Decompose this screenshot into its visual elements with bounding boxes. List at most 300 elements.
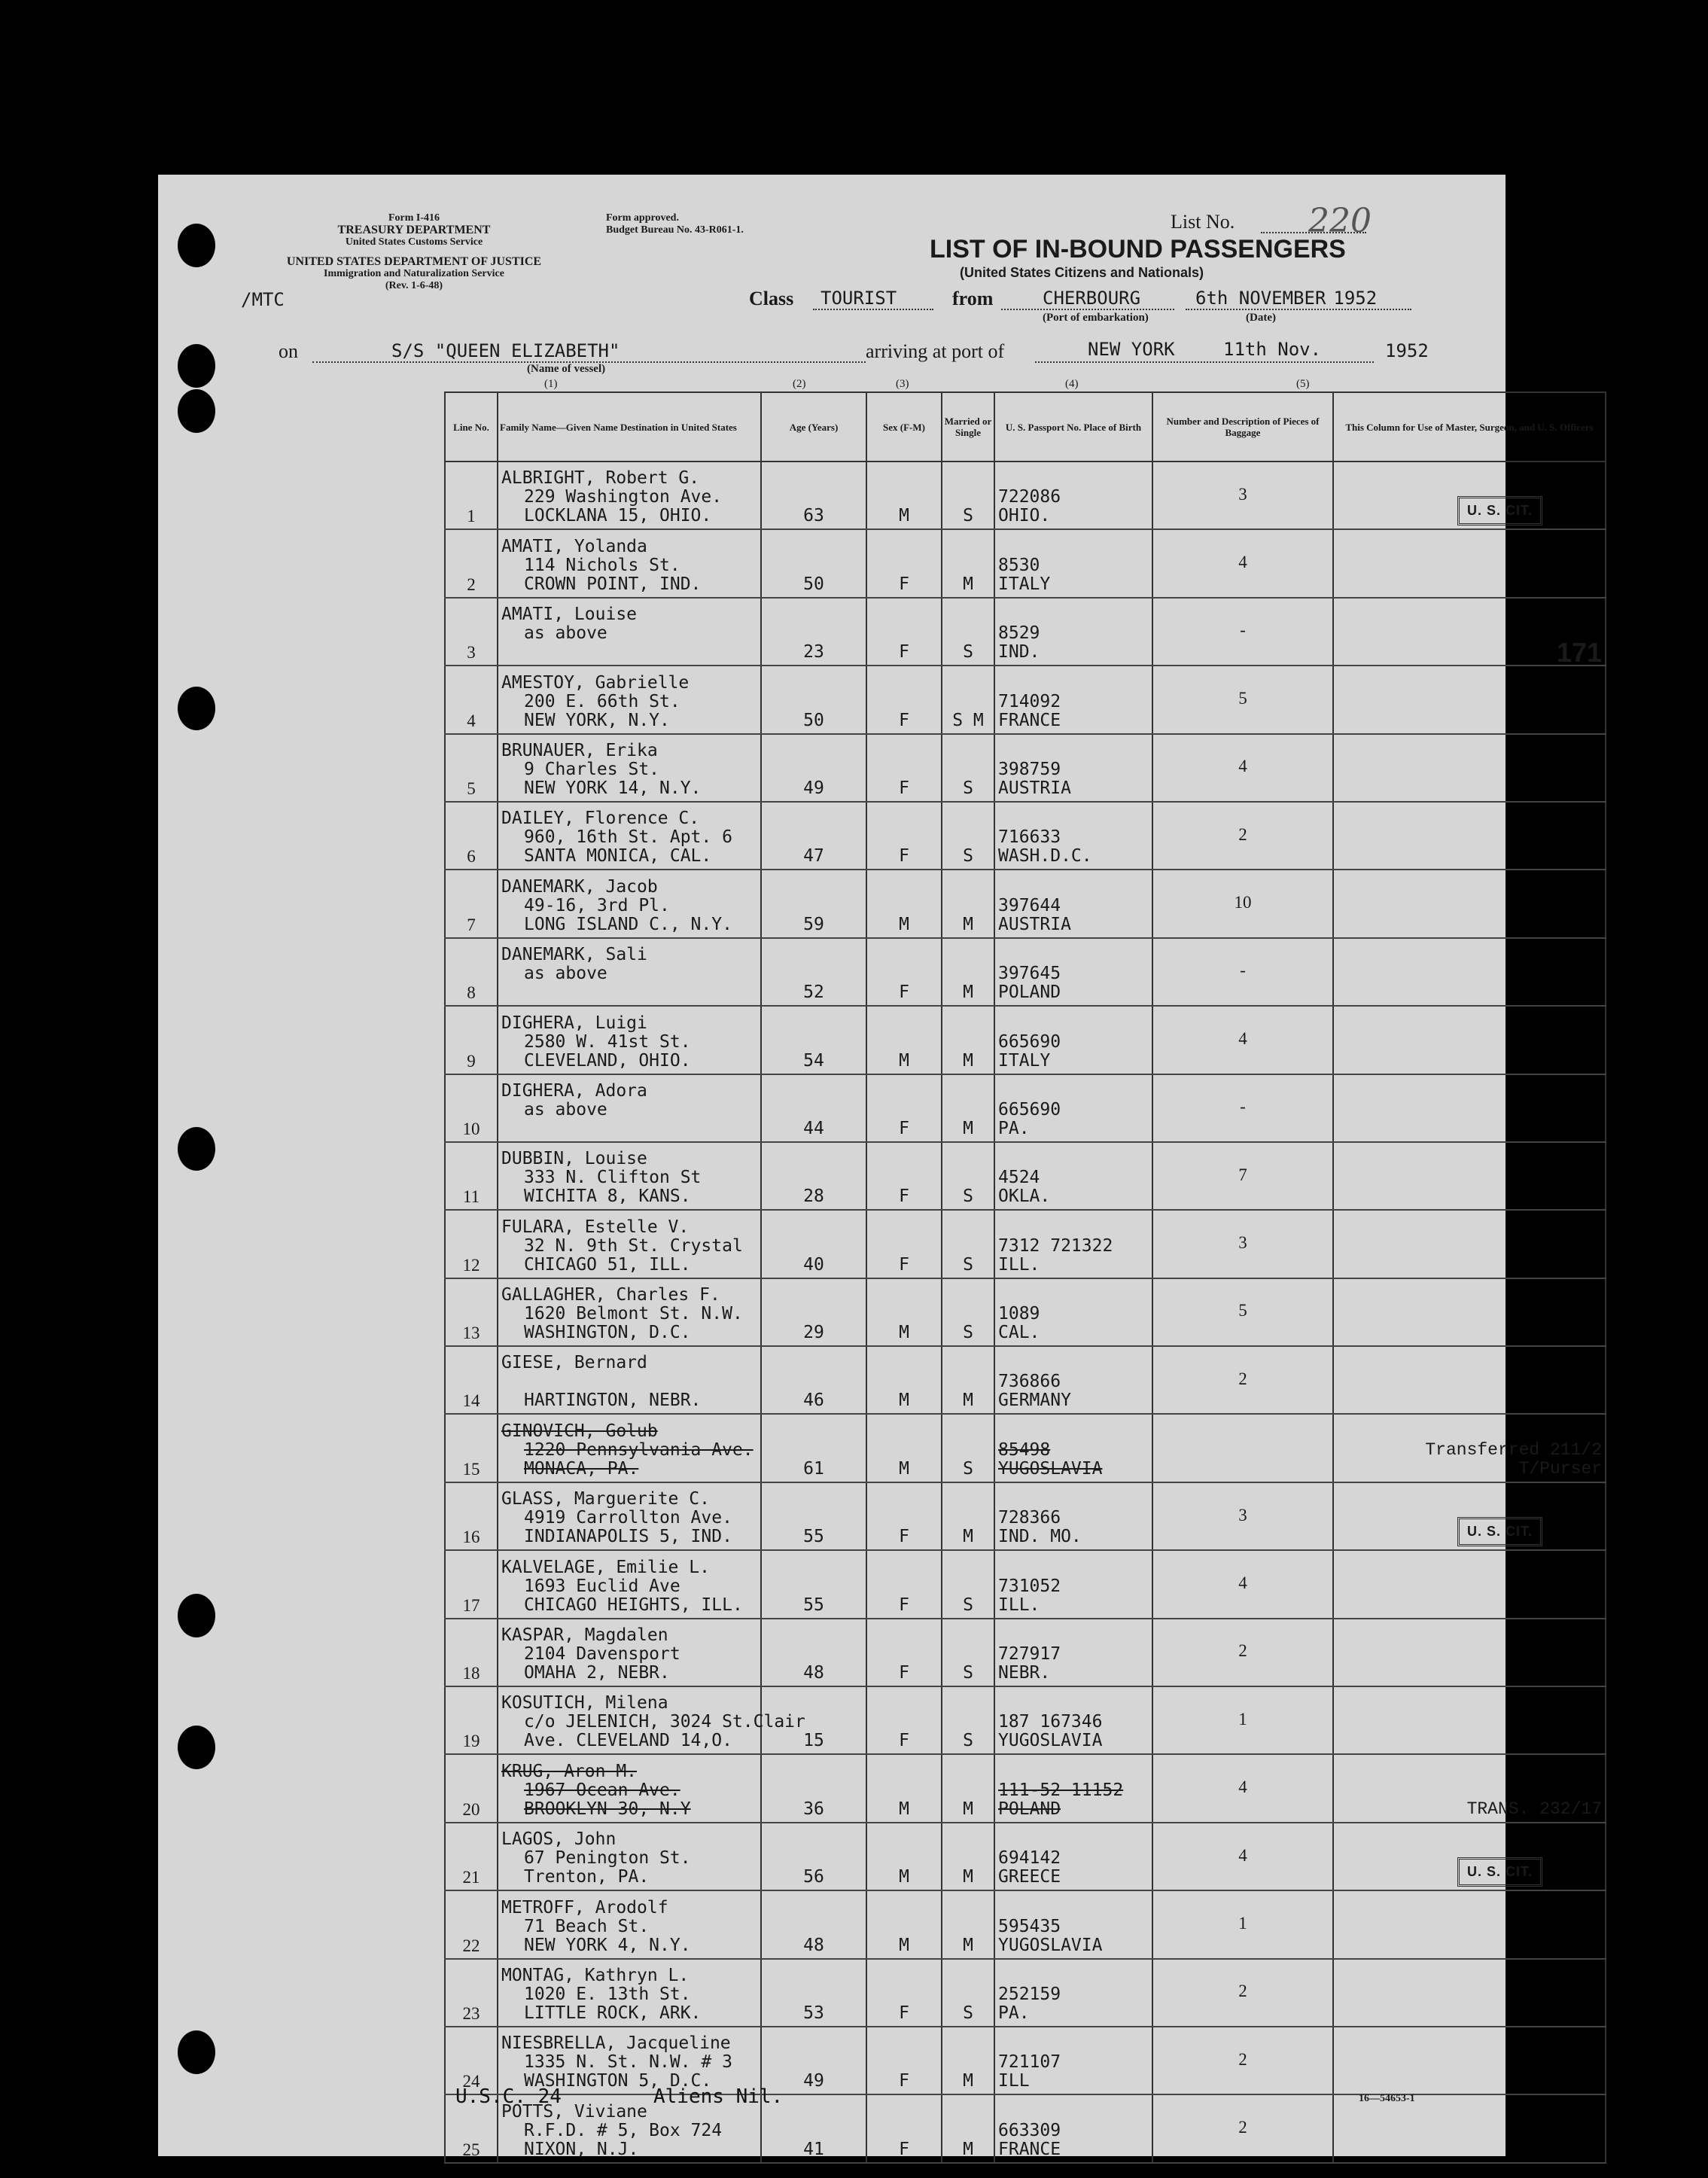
age bbox=[761, 1959, 866, 2027]
sex bbox=[866, 1142, 942, 1210]
birthplace: ITALY bbox=[998, 1050, 1051, 1071]
passenger-name-destination bbox=[498, 734, 761, 802]
baggage-value: 10 bbox=[1234, 893, 1252, 912]
city-line: CHICAGO 51, ILL. bbox=[524, 1254, 691, 1275]
passenger-name-destination bbox=[498, 529, 761, 597]
passenger-name-destination bbox=[498, 938, 761, 1006]
age-value: 48 bbox=[803, 1935, 824, 1955]
table-row bbox=[445, 1823, 1606, 1890]
punch-hole bbox=[178, 389, 215, 433]
marital-value: M bbox=[963, 1391, 973, 1411]
birthplace: ILL bbox=[998, 2071, 1030, 2091]
passenger-name: LAGOS, John bbox=[501, 1829, 617, 1850]
sex-value: M bbox=[899, 1391, 909, 1411]
age bbox=[761, 1619, 866, 1686]
baggage-count bbox=[1152, 2027, 1333, 2094]
officer-remarks bbox=[1333, 598, 1606, 669]
sex bbox=[866, 1074, 942, 1142]
baggage-count bbox=[1152, 938, 1333, 1006]
sex-value: F bbox=[899, 574, 909, 594]
marital-value: M bbox=[963, 1799, 973, 1819]
city-line: LITTLE ROCK, ARK. bbox=[524, 2003, 702, 2023]
marital-status bbox=[942, 1959, 994, 2027]
sex bbox=[866, 529, 942, 597]
passport-number: 714092 bbox=[998, 691, 1061, 711]
officer-remarks bbox=[1333, 1006, 1606, 1074]
city-line bbox=[501, 643, 757, 662]
address-line: 2580 W. 41st St. bbox=[524, 1031, 691, 1052]
col-header-age: Age (Years) bbox=[761, 392, 866, 461]
age-value: 23 bbox=[803, 642, 824, 663]
city-line: NIXON, N.J. bbox=[524, 2139, 639, 2159]
age bbox=[761, 1346, 866, 1414]
passport-number: 663309 bbox=[998, 2120, 1061, 2140]
baggage-value: 4 bbox=[1238, 1028, 1247, 1048]
date-caption: (Date) bbox=[1246, 312, 1276, 324]
baggage-count bbox=[1152, 1890, 1333, 1958]
passport-number: 7312 721322 bbox=[998, 1235, 1113, 1256]
sex-value: M bbox=[899, 1458, 909, 1479]
address-line: 1335 N. St. N.W. # 3 bbox=[524, 2052, 732, 2073]
table-row bbox=[445, 734, 1606, 802]
baggage-value: 4 bbox=[1238, 553, 1247, 572]
punch-hole bbox=[178, 1594, 215, 1637]
passport-birthplace bbox=[994, 1074, 1152, 1142]
sex-value: F bbox=[899, 2003, 909, 2023]
city-line: SANTA MONICA, CAL. bbox=[524, 846, 712, 867]
table-row bbox=[445, 461, 1606, 529]
marital-status bbox=[942, 2094, 994, 2162]
city-line: Ave. CLEVELAND 14,O. bbox=[524, 1731, 732, 1751]
officer-remarks bbox=[1333, 529, 1606, 597]
passenger-name: KRUG, Aron M. bbox=[501, 1761, 638, 1781]
passport-birthplace bbox=[994, 1550, 1152, 1618]
age-value: 15 bbox=[803, 1731, 824, 1751]
city-line: WASHINGTON 5, D.C. bbox=[524, 2071, 712, 2091]
col-header-passport: U. S. Passport No. Place of Birth bbox=[994, 392, 1152, 461]
age-value: 54 bbox=[803, 1050, 824, 1071]
passenger-name: DIGHERA, Luigi bbox=[501, 1013, 647, 1033]
baggage-value: 1 bbox=[1238, 1709, 1247, 1729]
baggage-count bbox=[1152, 870, 1333, 937]
baggage-count bbox=[1152, 1142, 1333, 1210]
marital-value: M bbox=[963, 1867, 973, 1887]
passport-birthplace bbox=[994, 1686, 1152, 1754]
marital-status bbox=[942, 1550, 994, 1618]
footer-aliens: Aliens Nil. bbox=[653, 2085, 784, 2108]
sex bbox=[866, 1550, 942, 1618]
baggage-count bbox=[1152, 2094, 1333, 2162]
us-citizen-stamp: U. S. CIT. bbox=[1457, 1517, 1542, 1546]
marital-status bbox=[942, 1346, 994, 1414]
passenger-name: AMATI, Louise bbox=[501, 605, 638, 625]
baggage-value: 2 bbox=[1238, 2049, 1247, 2069]
age bbox=[761, 1074, 866, 1142]
passport-birthplace bbox=[994, 2094, 1152, 2162]
passport-number: 187 167346 bbox=[998, 1712, 1103, 1732]
punch-hole bbox=[178, 344, 215, 388]
marital-value: M bbox=[963, 2071, 973, 2091]
officer-remarks bbox=[1333, 461, 1606, 529]
col-header-name: Family Name—Given Name Destination in United States bbox=[498, 392, 761, 461]
age bbox=[761, 461, 866, 529]
city-line: NEW YORK 14, N.Y. bbox=[524, 778, 702, 798]
officer-remarks bbox=[1333, 870, 1606, 937]
age-value: 55 bbox=[803, 1595, 824, 1615]
passport-birthplace bbox=[994, 1482, 1152, 1550]
age-value: 46 bbox=[803, 1391, 824, 1411]
line-number bbox=[445, 1482, 498, 1550]
line-number-text: 6 bbox=[467, 847, 476, 867]
table-row bbox=[445, 2027, 1606, 2094]
passenger-name-destination bbox=[498, 1482, 761, 1550]
passenger-name: POTTS, Viviane bbox=[501, 2101, 647, 2122]
birthplace: ITALY bbox=[998, 574, 1051, 594]
birthplace: POLAND bbox=[998, 1799, 1061, 1819]
age-value: 40 bbox=[803, 1254, 824, 1275]
birthplace: AUSTRIA bbox=[998, 914, 1071, 934]
class-value: TOURIST bbox=[821, 288, 897, 309]
baggage-count bbox=[1152, 1754, 1333, 1822]
sex bbox=[866, 598, 942, 666]
address-line: 2104 Davensport bbox=[524, 1644, 680, 1665]
baggage-count bbox=[1152, 1823, 1333, 1890]
line-number-text: 5 bbox=[467, 778, 476, 798]
passenger-name-destination bbox=[498, 1619, 761, 1686]
passport-birthplace bbox=[994, 1278, 1152, 1346]
baggage-value: 3 bbox=[1238, 1505, 1247, 1525]
line-number bbox=[445, 1823, 498, 1890]
marital-status bbox=[942, 1210, 994, 1278]
birthplace: NEBR. bbox=[998, 1663, 1051, 1683]
passenger-name: MONTAG, Kathryn L. bbox=[501, 1965, 690, 1985]
line-number bbox=[445, 1619, 498, 1686]
age-value: 49 bbox=[803, 2071, 824, 2091]
baggage-value: - bbox=[1240, 961, 1246, 980]
sex bbox=[866, 734, 942, 802]
line-number-text: 14 bbox=[462, 1391, 480, 1411]
marital-value: S bbox=[963, 846, 973, 867]
passenger-name-destination bbox=[498, 461, 761, 529]
passport-birthplace bbox=[994, 1006, 1152, 1074]
passenger-name-destination bbox=[498, 1414, 761, 1482]
officer-remarks bbox=[1333, 1686, 1606, 1754]
address-line: 229 Washington Ave. bbox=[524, 487, 723, 507]
col-header-marital: Married or Single bbox=[942, 392, 994, 461]
marital-value: M bbox=[963, 1527, 973, 1547]
line-number bbox=[445, 1754, 498, 1822]
passport-birthplace bbox=[994, 1142, 1152, 1210]
age bbox=[761, 1754, 866, 1822]
arriving-label: arriving at port of bbox=[866, 340, 1005, 362]
address-line: as above bbox=[524, 964, 607, 984]
birthplace: IND. bbox=[998, 642, 1040, 663]
baggage-value: 2 bbox=[1238, 1982, 1247, 2001]
from-value: CHERBOURG bbox=[1043, 288, 1141, 309]
on-label: on bbox=[279, 340, 298, 362]
line-number bbox=[445, 1278, 498, 1346]
marital-status bbox=[942, 1619, 994, 1686]
baggage-value: 3 bbox=[1238, 484, 1247, 504]
marital-status bbox=[942, 1142, 994, 1210]
page-title: LIST OF IN-BOUND PASSENGERS bbox=[930, 235, 1346, 263]
line-number bbox=[445, 1346, 498, 1414]
age-value: 44 bbox=[803, 1118, 824, 1138]
marital-status bbox=[942, 1823, 994, 1890]
address-line: 1020 E. 13th St. bbox=[524, 1984, 691, 2004]
col-num-3: (3) bbox=[896, 378, 909, 390]
officer-note: 171 bbox=[1556, 637, 1602, 669]
passenger-name: ALBRIGHT, Robert G. bbox=[501, 468, 700, 489]
table-row bbox=[445, 1686, 1606, 1754]
line-number-text: 16 bbox=[462, 1528, 480, 1547]
sex-value: M bbox=[899, 506, 909, 526]
birthplace: WASH.D.C. bbox=[998, 846, 1092, 867]
passport-birthplace bbox=[994, 1210, 1152, 1278]
table-row bbox=[445, 598, 1606, 666]
sex bbox=[866, 1890, 942, 1958]
passport-number: 694142 bbox=[998, 1848, 1061, 1869]
marital-status bbox=[942, 666, 994, 733]
line-number-text: 19 bbox=[462, 1732, 480, 1751]
city-line: MONACA, PA. bbox=[524, 1458, 639, 1479]
line-number-text: 3 bbox=[467, 643, 476, 663]
line-number bbox=[445, 2027, 498, 2094]
sex bbox=[866, 1210, 942, 1278]
passport-number: 8530 bbox=[998, 555, 1040, 575]
passenger-name-destination bbox=[498, 1210, 761, 1278]
line-number-text: 18 bbox=[462, 1664, 480, 1683]
from-label: from bbox=[952, 288, 994, 309]
passenger-name: DAILEY, Florence C. bbox=[501, 809, 700, 829]
officer-remarks bbox=[1333, 1074, 1606, 1142]
marital-status bbox=[942, 461, 994, 529]
baggage-value: 1 bbox=[1238, 1913, 1247, 1933]
line-number bbox=[445, 598, 498, 666]
col-header-line: Line No. bbox=[445, 392, 498, 461]
baggage-count bbox=[1152, 529, 1333, 597]
marital-value: M bbox=[963, 2139, 973, 2159]
marital-status bbox=[942, 598, 994, 666]
passport-number: 111-52 11152 bbox=[998, 1780, 1124, 1800]
sex-value: F bbox=[899, 982, 909, 1003]
passenger-name-destination bbox=[498, 666, 761, 733]
city-line bbox=[501, 1119, 757, 1138]
officer-note: TRANS. 232/17 bbox=[1466, 1799, 1602, 1819]
sex-value: F bbox=[899, 710, 909, 730]
passport-birthplace bbox=[994, 734, 1152, 802]
birthplace: OKLA. bbox=[998, 1186, 1051, 1207]
passenger-name: GIESE, Bernard bbox=[501, 1353, 647, 1373]
passport-birthplace bbox=[994, 461, 1152, 529]
table-row bbox=[445, 1346, 1606, 1414]
line-number bbox=[445, 1686, 498, 1754]
city-line: WASHINGTON, D.C. bbox=[524, 1323, 691, 1343]
passenger-name: DIGHERA, Adora bbox=[501, 1080, 647, 1101]
baggage-value: 4 bbox=[1238, 757, 1247, 776]
baggage-count bbox=[1152, 1482, 1333, 1550]
sex-value: F bbox=[899, 846, 909, 867]
table-row bbox=[445, 1550, 1606, 1618]
line-number bbox=[445, 938, 498, 1006]
age bbox=[761, 802, 866, 870]
baggage-count bbox=[1152, 1550, 1333, 1618]
col-num-5: (5) bbox=[1296, 378, 1310, 390]
sex bbox=[866, 1619, 942, 1686]
sex bbox=[866, 2094, 942, 2162]
line-number-text: 8 bbox=[467, 983, 476, 1003]
officer-remarks bbox=[1333, 1823, 1606, 1890]
sex bbox=[866, 870, 942, 937]
passport-birthplace bbox=[994, 1414, 1152, 1482]
age-value: 52 bbox=[803, 982, 824, 1003]
city-line: NEW YORK, N.Y. bbox=[524, 710, 670, 730]
officer-note: Transferred 211/2 T/Purser bbox=[1425, 1439, 1602, 1479]
line-number bbox=[445, 802, 498, 870]
line-number-text: 22 bbox=[462, 1936, 480, 1955]
passenger-name: AMESTOY, Gabrielle bbox=[501, 672, 690, 693]
age bbox=[761, 1550, 866, 1618]
passenger-name-destination bbox=[498, 1074, 761, 1142]
line-number-text: 7 bbox=[467, 915, 476, 934]
officer-remarks bbox=[1333, 1550, 1606, 1618]
officer-remarks bbox=[1333, 1482, 1606, 1550]
age bbox=[761, 938, 866, 1006]
passport-number: 85498 bbox=[998, 1439, 1051, 1460]
footer-usc: U.S.C. 24 bbox=[455, 2085, 562, 2108]
list-no-value: 220 bbox=[1308, 202, 1372, 240]
sex-value: M bbox=[899, 1050, 909, 1071]
port-embark-caption: (Port of embarkation) bbox=[1043, 312, 1149, 324]
baggage-count bbox=[1152, 1278, 1333, 1346]
baggage-value: 2 bbox=[1238, 1369, 1247, 1388]
baggage-value: 5 bbox=[1238, 1301, 1247, 1321]
address-line: 49-16, 3rd Pl. bbox=[524, 895, 670, 915]
city-line: CROWN POINT, IND. bbox=[524, 574, 702, 594]
col-num-2: (2) bbox=[793, 378, 806, 390]
birthplace: YUGOSLAVIA bbox=[998, 1458, 1103, 1479]
table-row bbox=[445, 1482, 1606, 1550]
age-value: 36 bbox=[803, 1799, 824, 1819]
sex-value: M bbox=[899, 1935, 909, 1955]
line-number bbox=[445, 1074, 498, 1142]
punch-hole bbox=[178, 2030, 215, 2074]
col-header-sex: Sex (F-M) bbox=[866, 392, 942, 461]
address-line: c/o JELENICH, 3024 St.Clair bbox=[524, 1712, 805, 1732]
col-num-4: (4) bbox=[1065, 378, 1079, 390]
baggage-count bbox=[1152, 598, 1333, 666]
marital-status bbox=[942, 1414, 994, 1482]
marital-status bbox=[942, 529, 994, 597]
passenger-name: DANEMARK, Jacob bbox=[501, 876, 658, 897]
age bbox=[761, 734, 866, 802]
sex bbox=[866, 1346, 942, 1414]
passenger-name-destination bbox=[498, 1754, 761, 1822]
city-line: CLEVELAND, OHIO. bbox=[524, 1050, 691, 1071]
address-line: 1693 Euclid Ave bbox=[524, 1576, 680, 1596]
baggage-value: 5 bbox=[1238, 688, 1247, 708]
age bbox=[761, 2027, 866, 2094]
address-line: R.F.D. # 5, Box 724 bbox=[524, 2120, 723, 2140]
baggage-count bbox=[1152, 1619, 1333, 1686]
address-line: 4919 Carrollton Ave. bbox=[524, 1508, 732, 1528]
baggage-count bbox=[1152, 1346, 1333, 1414]
list-no-label: List No. bbox=[1171, 211, 1235, 233]
sex-value: F bbox=[899, 1186, 909, 1207]
birthplace: ILL. bbox=[998, 1254, 1040, 1275]
line-number-text: 17 bbox=[462, 1595, 480, 1615]
table-row bbox=[445, 1142, 1606, 1210]
officer-remarks bbox=[1333, 734, 1606, 802]
address-line: as above bbox=[524, 623, 607, 644]
table-row bbox=[445, 1278, 1606, 1346]
baggage-count bbox=[1152, 1006, 1333, 1074]
sex bbox=[866, 802, 942, 870]
age-value: 47 bbox=[803, 846, 824, 867]
sex-value: M bbox=[899, 914, 909, 934]
baggage-value: 3 bbox=[1238, 1232, 1247, 1252]
line-number bbox=[445, 1210, 498, 1278]
marital-value: S bbox=[963, 1458, 973, 1479]
approval-note: Form approved. Budget Bureau No. 43-R061-1. bbox=[606, 212, 744, 236]
passenger-name-destination bbox=[498, 1823, 761, 1890]
marital-value: M bbox=[963, 914, 973, 934]
marital-status bbox=[942, 1890, 994, 1958]
passenger-name-destination bbox=[498, 2027, 761, 2094]
table-row bbox=[445, 1006, 1606, 1074]
age-value: 28 bbox=[803, 1186, 824, 1207]
passport-number: 665690 bbox=[998, 1099, 1061, 1119]
baggage-value: 2 bbox=[1238, 824, 1247, 844]
baggage-value: - bbox=[1240, 1097, 1246, 1116]
marital-value: S bbox=[963, 1323, 973, 1343]
passport-birthplace bbox=[994, 1754, 1152, 1822]
passenger-name-destination bbox=[498, 802, 761, 870]
passport-birthplace bbox=[994, 598, 1152, 666]
passenger-name: AMATI, Yolanda bbox=[501, 536, 647, 556]
marital-value: M bbox=[963, 982, 973, 1003]
arrival-year: 1952 bbox=[1385, 340, 1429, 361]
birthplace: GREECE bbox=[998, 1867, 1061, 1887]
marital-value: S bbox=[963, 2003, 973, 2023]
table-row bbox=[445, 1210, 1606, 1278]
passenger-name-destination bbox=[498, 1346, 761, 1414]
marital-value: M bbox=[963, 1050, 973, 1071]
passport-birthplace bbox=[994, 1823, 1152, 1890]
line-number-text: 11 bbox=[462, 1187, 480, 1207]
marital-status bbox=[942, 1278, 994, 1346]
sex bbox=[866, 1278, 942, 1346]
baggage-value: 4 bbox=[1238, 1777, 1247, 1797]
city-line: NEW YORK 4, N.Y. bbox=[524, 1935, 691, 1955]
birthplace: YUGOSLAVIA bbox=[998, 1935, 1103, 1955]
line-number-text: 21 bbox=[462, 1868, 480, 1887]
marital-value: S bbox=[963, 1186, 973, 1207]
line-number-text: 15 bbox=[462, 1459, 480, 1479]
marital-value: M bbox=[963, 1118, 973, 1138]
officer-remarks bbox=[1333, 1278, 1606, 1346]
marital-status bbox=[942, 2027, 994, 2094]
passport-birthplace bbox=[994, 1619, 1152, 1686]
city-line: HARTINGTON, NEBR. bbox=[524, 1391, 702, 1411]
sex bbox=[866, 1686, 942, 1754]
passenger-name: NIESBRELLA, Jacqueline bbox=[501, 2033, 731, 2054]
line-number bbox=[445, 1142, 498, 1210]
age-value: 55 bbox=[803, 1527, 824, 1547]
baggage-count bbox=[1152, 734, 1333, 802]
baggage-count bbox=[1152, 1210, 1333, 1278]
passenger-name-destination bbox=[498, 1278, 761, 1346]
